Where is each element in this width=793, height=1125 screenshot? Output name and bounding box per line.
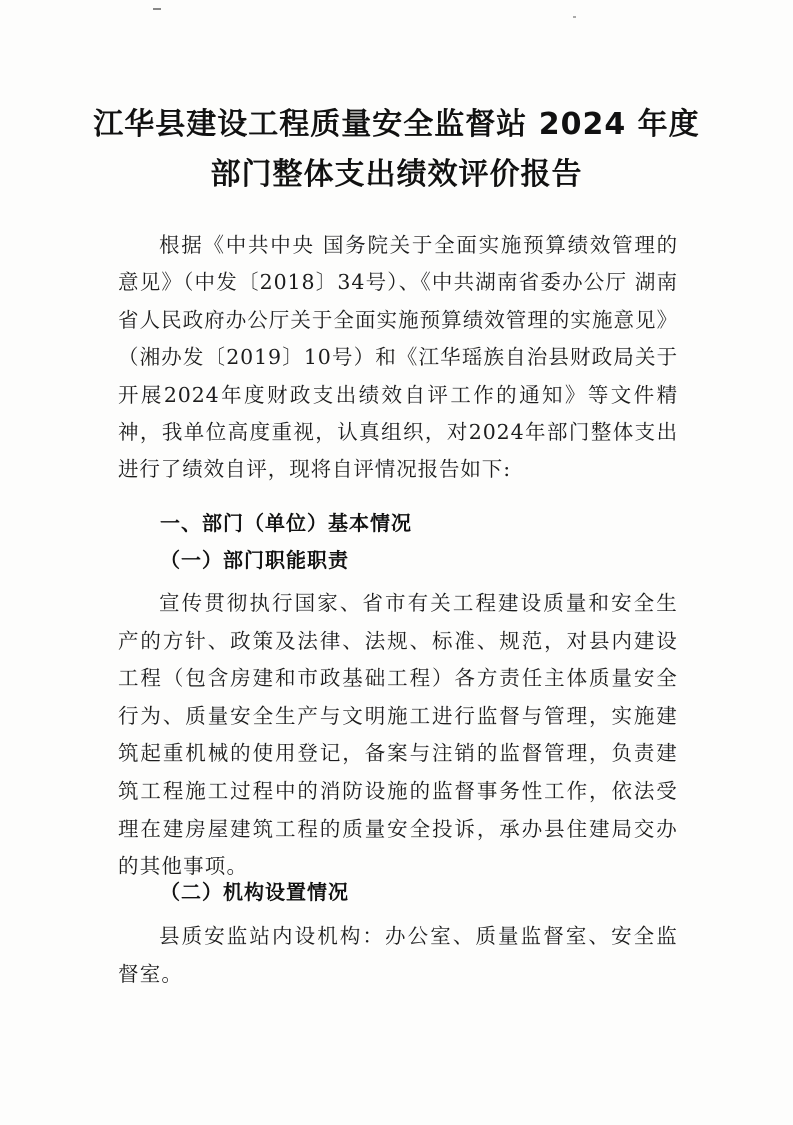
scan-artifact — [573, 16, 576, 18]
functions-paragraph: 宣传贯彻执行国家、省市有关工程建设质量和安全生产的方针、政策及法律、法规、标准、规范，对县内建设工程（包含房建和市政基础工程）各方责任主体质量安全行为、质量安全生产与文明施工进行监督与管理，实施建筑起重机械的使用登记，备案与注销的监督管理，负责建筑工程施工过程中的消防设施的监督事务性工作，依法受理在建房屋建筑工程的质量安全投诉，承办县住建局交办的其他事项。 — [118, 591, 678, 879]
report-title-line-1: 江华县建设工程质量安全监督站 2024 年度 — [93, 107, 700, 142]
subsection-heading-functions: （一）部门职能职责 — [160, 548, 349, 572]
section-heading-basic-info: 一、部门（单位）基本情况 — [160, 511, 412, 535]
scan-artifact — [153, 8, 161, 10]
intro-paragraph: 根据《中共中央 国务院关于全面实施预算绩效管理的意见》（中发〔2018〕34号）、《中共湖南省委办公厅 湖南省人民政府办公厅关于全面实施预算绩效管理的实施意见》（湘办发〔2019〕10号）和《江华瑶族自治县财政局关于开展2024年度财政支出绩效自评工作的通知》等文件精神，我单位高度重视，认真组织，对2024年部门整体支出进行了绩效自评，现将自评情况报告如下: — [118, 233, 678, 482]
report-title-line-2: 部门整体支出绩效评价报告 — [210, 157, 583, 192]
report-title — [0, 100, 793, 200]
subsection-heading-organization: （二）机构设置情况 — [160, 880, 349, 904]
organization-paragraph: 县质安监站内设机构：办公室、质量监督室、安全监督室。 — [118, 924, 678, 986]
